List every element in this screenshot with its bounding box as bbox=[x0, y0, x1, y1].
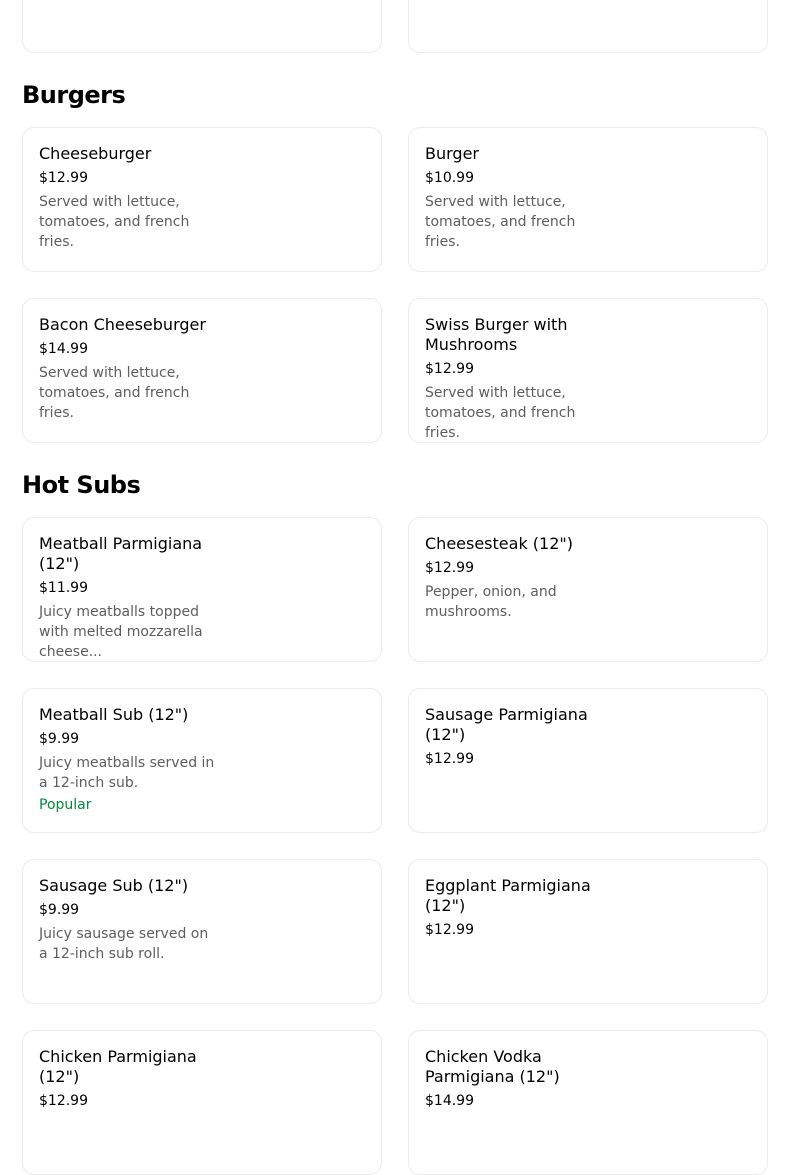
item-price: $14.99 bbox=[425, 1093, 474, 1109]
item-price: $14.99 bbox=[39, 341, 88, 357]
menu-item-card[interactable] bbox=[408, 859, 768, 1004]
menu-item-card[interactable] bbox=[22, 127, 382, 272]
item-price: $9.99 bbox=[39, 731, 80, 747]
item-name: Chicken Vodka Parmigiana (12") bbox=[425, 1047, 560, 1086]
item-description: Juicy sausage served on a 12-inch sub roll. bbox=[39, 926, 209, 962]
item-name: Cheeseburger bbox=[39, 144, 152, 163]
menu-item-card[interactable] bbox=[22, 517, 382, 662]
menu-item-card[interactable] bbox=[22, 298, 382, 443]
menu-item-card[interactable] bbox=[22, 1030, 382, 1175]
menu-item-card[interactable] bbox=[408, 688, 768, 833]
item-description: Served with lettuce, tomatoes, and french fries. bbox=[425, 385, 576, 441]
section-title-burgers: Burgers bbox=[22, 81, 126, 109]
item-price: $10.99 bbox=[425, 170, 474, 186]
section-title-hot-subs: Hot Subs bbox=[22, 471, 141, 499]
item-description: Served with lettuce, tomatoes, and french fries. bbox=[39, 194, 190, 250]
item-description: Served with lettuce, tomatoes, and french fries. bbox=[425, 194, 576, 250]
item-name: Burger bbox=[425, 144, 479, 163]
menu-item-card[interactable] bbox=[22, 0, 382, 53]
item-price: $12.99 bbox=[425, 361, 474, 377]
item-name: Meatball Sub (12") bbox=[39, 705, 189, 724]
item-name: Chicken Parmigiana (12") bbox=[39, 1047, 197, 1086]
item-name: Swiss Burger with Mushrooms bbox=[425, 315, 568, 354]
item-price: $12.99 bbox=[425, 922, 474, 938]
item-description: Juicy meatballs served in a 12-inch sub. bbox=[39, 755, 215, 791]
menu-item-card[interactable] bbox=[408, 517, 768, 662]
item-name: Cheesesteak (12") bbox=[425, 534, 573, 553]
menu-item-card[interactable] bbox=[408, 127, 768, 272]
item-description: Served with lettuce, tomatoes, and french fries. bbox=[39, 365, 190, 421]
item-name: Eggplant Parmigiana (12") bbox=[425, 876, 591, 915]
item-price: $9.99 bbox=[39, 902, 80, 918]
item-price: $11.99 bbox=[39, 580, 88, 596]
item-price: $12.99 bbox=[425, 751, 474, 767]
popular-badge: Popular bbox=[39, 797, 92, 813]
menu-item-card[interactable] bbox=[408, 298, 768, 443]
item-name: Sausage Parmigiana (12") bbox=[425, 705, 588, 744]
menu-item-card[interactable] bbox=[22, 688, 382, 833]
menu-item-card[interactable] bbox=[22, 859, 382, 1004]
item-name: Meatball Parmigiana (12") bbox=[39, 534, 203, 573]
item-description: Pepper, onion, and mushrooms. bbox=[425, 584, 557, 620]
item-description: Juicy meatballs topped with melted mozzarella cheese... bbox=[39, 604, 203, 660]
item-price: $12.99 bbox=[39, 1093, 88, 1109]
menu-item-card[interactable] bbox=[408, 0, 768, 53]
menu-item-card[interactable] bbox=[408, 1030, 768, 1175]
item-price: $12.99 bbox=[425, 560, 474, 576]
item-name: Bacon Cheeseburger bbox=[39, 315, 206, 334]
item-price: $12.99 bbox=[39, 170, 88, 186]
item-name: Sausage Sub (12") bbox=[39, 876, 189, 895]
